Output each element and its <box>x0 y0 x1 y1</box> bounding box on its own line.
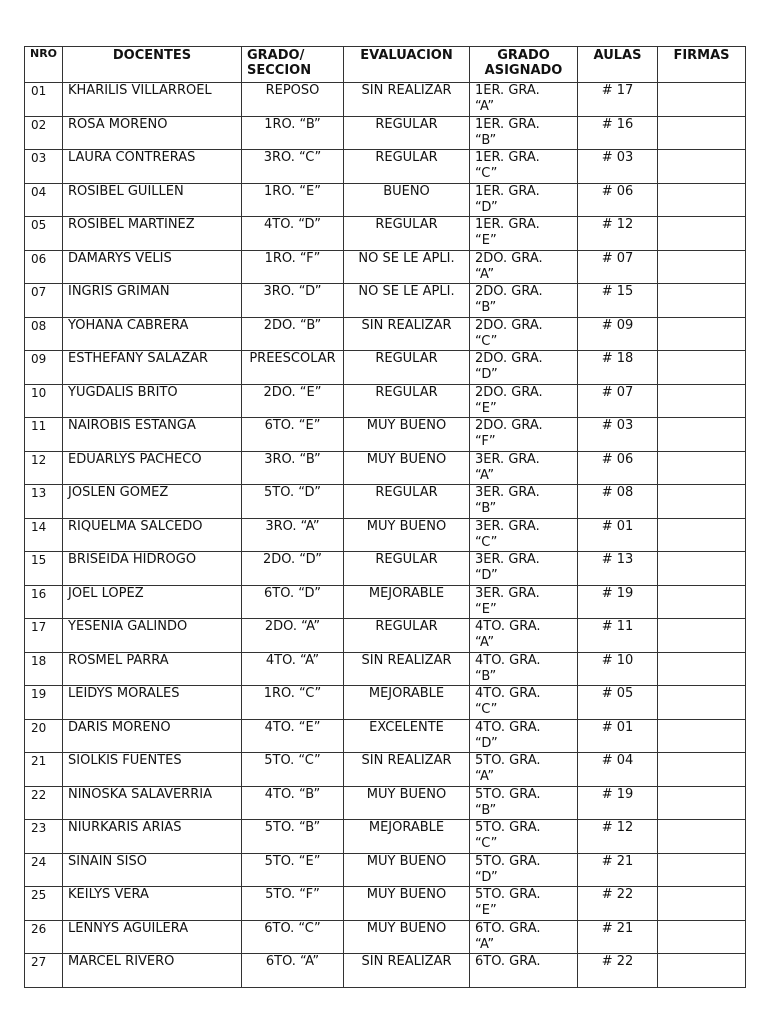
table-row <box>25 920 746 954</box>
cell-firma <box>658 317 746 351</box>
cell-nro: 15 <box>25 552 63 586</box>
cell-nro: 01 <box>25 83 63 117</box>
grado-asignado-line-1: 1ER. GRA. <box>475 217 540 232</box>
cell-evaluacion: NO SE LE APLI. <box>344 250 470 284</box>
cell-aula: # 21 <box>578 920 658 954</box>
grado-asignado-line-1: 5TO. GRA. <box>475 753 541 768</box>
grado-asignado-line-1: 1ER. GRA. <box>475 83 540 98</box>
cell-aula: # 13 <box>578 552 658 586</box>
cell-nro: 09 <box>25 351 63 385</box>
cell-evaluacion: MEJORABLE <box>344 585 470 619</box>
header-grado-seccion: GRADO/ SECCION <box>242 47 344 83</box>
cell-grado-asignado <box>470 451 578 485</box>
grado-asignado-line-2: “D” <box>475 367 498 382</box>
cell-nro: 02 <box>25 116 63 150</box>
grado-asignado-line-1: 6TO. GRA. <box>475 954 541 969</box>
cell-firma <box>658 284 746 318</box>
grado-asignado-line-2: “B” <box>475 802 497 818</box>
cell-grado-asignado <box>470 619 578 653</box>
table-body <box>25 83 746 988</box>
cell-firma <box>658 786 746 820</box>
table-row <box>25 351 746 385</box>
cell-grado-seccion: 6TO. “C” <box>242 920 344 954</box>
cell-evaluacion: SIN REALIZAR <box>344 317 470 351</box>
cell-grado-asignado <box>470 418 578 452</box>
cell-firma <box>658 384 746 418</box>
cell-docente: YOHANA CABRERA <box>63 317 242 351</box>
cell-firma <box>658 753 746 787</box>
cell-nro: 08 <box>25 317 63 351</box>
table-row <box>25 686 746 720</box>
grado-asignado-line-2: “A” <box>475 99 495 114</box>
cell-evaluacion: MUY BUENO <box>344 853 470 887</box>
table-row <box>25 518 746 552</box>
table-row <box>25 183 746 217</box>
cell-docente: JOEL LOPEZ <box>63 585 242 619</box>
cell-nro: 11 <box>25 418 63 452</box>
cell-aula: # 11 <box>578 619 658 653</box>
cell-docente: LEIDYS MORALES <box>63 686 242 720</box>
cell-aula: # 18 <box>578 351 658 385</box>
cell-evaluacion: EXCELENTE <box>344 719 470 753</box>
grado-asignado-line-2: “B” <box>475 300 497 315</box>
cell-firma <box>658 686 746 720</box>
table-row <box>25 485 746 519</box>
cell-grado-asignado <box>470 384 578 418</box>
cell-docente: ROSMEL PARRA <box>63 652 242 686</box>
grado-asignado-line-2: “A” <box>475 936 495 952</box>
cell-aula: # 21 <box>578 853 658 887</box>
cell-docente: YUGDALIS BRITO <box>63 384 242 418</box>
cell-grado-asignado <box>470 552 578 586</box>
grado-asignado-line-1: 5TO. GRA. <box>475 853 541 869</box>
grado-asignado-line-1: 4TO. GRA. <box>475 652 541 668</box>
cell-firma <box>658 485 746 519</box>
table-row <box>25 786 746 820</box>
cell-grado-asignado <box>470 250 578 284</box>
cell-docente: ROSIBEL GUILLEN <box>63 183 242 217</box>
cell-evaluacion: MUY BUENO <box>344 920 470 954</box>
grado-asignado-line-2: “E” <box>475 601 497 617</box>
cell-nro: 14 <box>25 518 63 552</box>
cell-evaluacion: MEJORABLE <box>344 820 470 854</box>
cell-grado-asignado <box>470 317 578 351</box>
cell-nro: 20 <box>25 719 63 753</box>
cell-nro: 04 <box>25 183 63 217</box>
cell-docente: ROSIBEL MARTINEZ <box>63 217 242 251</box>
grado-asignado-line-2: “C” <box>475 166 498 181</box>
cell-firma <box>658 250 746 284</box>
cell-aula: # 17 <box>578 83 658 117</box>
grado-asignado-line-1: 3ER. GRA. <box>475 518 540 534</box>
cell-grado-asignado <box>470 920 578 954</box>
cell-nro: 06 <box>25 250 63 284</box>
table-row <box>25 652 746 686</box>
cell-nro: 10 <box>25 384 63 418</box>
grado-asignado-line-1: 2DO. GRA. <box>475 418 543 433</box>
cell-aula: # 09 <box>578 317 658 351</box>
header-nro: NRO <box>25 47 63 83</box>
cell-nro: 12 <box>25 451 63 485</box>
grado-asignado-line-1: 4TO. GRA. <box>475 619 541 634</box>
cell-grado-asignado <box>470 150 578 184</box>
cell-aula: # 03 <box>578 150 658 184</box>
table-row <box>25 753 746 787</box>
cell-docente: SIOLKIS FUENTES <box>63 753 242 787</box>
cell-docente: KHARILIS VILLARROEL <box>63 83 242 117</box>
grado-asignado-line-1: 2DO. GRA. <box>475 284 543 299</box>
header-grado-asignado: GRADO ASIGNADO <box>470 47 578 83</box>
cell-aula: # 05 <box>578 686 658 720</box>
cell-grado-asignado <box>470 887 578 921</box>
cell-nro: 18 <box>25 652 63 686</box>
cell-firma <box>658 552 746 586</box>
grado-asignado-line-2: “C” <box>475 836 498 851</box>
cell-evaluacion: REGULAR <box>344 384 470 418</box>
cell-grado-seccion: 2DO. “A” <box>242 619 344 653</box>
cell-grado-seccion: 5TO. “D” <box>242 485 344 519</box>
cell-grado-seccion: 6TO. “D” <box>242 585 344 619</box>
cell-nro: 16 <box>25 585 63 619</box>
grado-asignado-line-1: 5TO. GRA. <box>475 887 541 902</box>
cell-grado-seccion: 2DO. “D” <box>242 552 344 586</box>
cell-docente: ROSA MORENO <box>63 116 242 150</box>
cell-evaluacion: MUY BUENO <box>344 887 470 921</box>
grado-asignado-line-2: “A” <box>475 635 495 650</box>
cell-firma <box>658 183 746 217</box>
table-row <box>25 820 746 854</box>
cell-grado-seccion: 5TO. “C” <box>242 753 344 787</box>
table-row <box>25 719 746 753</box>
grado-asignado-line-1: 2DO. GRA. <box>475 351 543 366</box>
cell-grado-asignado <box>470 652 578 686</box>
grado-asignado-line-1: 1ER. GRA. <box>475 116 540 132</box>
cell-grado-seccion: 4TO. “E” <box>242 719 344 753</box>
cell-evaluacion: REGULAR <box>344 351 470 385</box>
grado-asignado-line-1: 3ER. GRA. <box>475 451 540 467</box>
cell-aula: # 22 <box>578 954 658 988</box>
cell-nro: 17 <box>25 619 63 653</box>
cell-aula: # 06 <box>578 183 658 217</box>
cell-nro: 13 <box>25 485 63 519</box>
cell-nro: 21 <box>25 753 63 787</box>
cell-evaluacion: MUY BUENO <box>344 518 470 552</box>
cell-grado-seccion: 5TO. “F” <box>242 887 344 921</box>
cell-aula: # 16 <box>578 116 658 150</box>
cell-nro: 19 <box>25 686 63 720</box>
grado-asignado-line-2: “B” <box>475 501 497 516</box>
cell-evaluacion: REGULAR <box>344 150 470 184</box>
cell-docente: NIURKARIS ARIAS <box>63 820 242 854</box>
cell-docente: EDUARLYS PACHECO <box>63 451 242 485</box>
cell-grado-seccion: 2DO. “B” <box>242 317 344 351</box>
cell-evaluacion: SIN REALIZAR <box>344 83 470 117</box>
cell-grado-asignado <box>470 719 578 753</box>
grado-asignado-line-1: 3ER. GRA. <box>475 585 540 601</box>
table-row <box>25 384 746 418</box>
cell-evaluacion: REGULAR <box>344 619 470 653</box>
table-row <box>25 217 746 251</box>
teacher-assignment-sheet <box>24 46 746 988</box>
table-row <box>25 284 746 318</box>
cell-evaluacion: MUY BUENO <box>344 418 470 452</box>
cell-grado-seccion: 3RO. “C” <box>242 150 344 184</box>
grado-asignado-line-1: 3ER. GRA. <box>475 552 540 567</box>
cell-grado-seccion: 3RO. “A” <box>242 518 344 552</box>
cell-docente: LAURA CONTRERAS <box>63 150 242 184</box>
table-row <box>25 619 746 653</box>
cell-docente: BRISEIDA HIDROGO <box>63 552 242 586</box>
grado-asignado-line-2: “D” <box>475 869 498 885</box>
cell-grado-seccion: PREESCOLAR <box>242 351 344 385</box>
cell-grado-asignado <box>470 686 578 720</box>
cell-aula: # 12 <box>578 820 658 854</box>
cell-nro: 07 <box>25 284 63 318</box>
cell-firma <box>658 619 746 653</box>
cell-nro: 25 <box>25 887 63 921</box>
cell-docente: NAIROBIS ESTANGA <box>63 418 242 452</box>
cell-grado-seccion: 1RO. “C” <box>242 686 344 720</box>
table-row <box>25 317 746 351</box>
cell-docente: MARCEL RIVERO <box>63 954 242 988</box>
grado-asignado-line-2: “E” <box>475 903 497 918</box>
teacher-assignment-table <box>24 46 746 988</box>
cell-grado-seccion: 4TO. “D” <box>242 217 344 251</box>
cell-docente: JOSLEN GOMEZ <box>63 485 242 519</box>
cell-firma <box>658 451 746 485</box>
cell-firma <box>658 652 746 686</box>
grado-asignado-line-1: 5TO. GRA. <box>475 786 541 802</box>
cell-aula: # 07 <box>578 384 658 418</box>
table-header <box>25 47 746 83</box>
cell-aula: # 19 <box>578 786 658 820</box>
cell-grado-asignado <box>470 518 578 552</box>
cell-evaluacion: MUY BUENO <box>344 451 470 485</box>
cell-evaluacion: MUY BUENO <box>344 786 470 820</box>
table-row <box>25 887 746 921</box>
cell-firma <box>658 920 746 954</box>
cell-firma <box>658 954 746 988</box>
cell-aula: # 22 <box>578 887 658 921</box>
cell-aula: # 01 <box>578 518 658 552</box>
cell-aula: # 03 <box>578 418 658 452</box>
grado-asignado-line-2: “B” <box>475 668 497 684</box>
grado-asignado-line-1: 4TO. GRA. <box>475 686 541 701</box>
grado-asignado-line-2: “C” <box>475 333 498 349</box>
grado-asignado-line-1: 4TO. GRA. <box>475 719 541 735</box>
table-row <box>25 83 746 117</box>
cell-nro: 26 <box>25 920 63 954</box>
cell-docente: YESENIA GALINDO <box>63 619 242 653</box>
grado-asignado-line-2: “A” <box>475 467 495 483</box>
grado-asignado-line-1: 2DO. GRA. <box>475 317 543 333</box>
cell-nro: 24 <box>25 853 63 887</box>
grado-asignado-line-2: “A” <box>475 266 495 282</box>
table-row <box>25 116 746 150</box>
grado-asignado-line-1: 3ER. GRA. <box>475 485 540 500</box>
cell-evaluacion: REGULAR <box>344 217 470 251</box>
cell-aula: # 06 <box>578 451 658 485</box>
header-row <box>25 47 746 83</box>
grado-asignado-line-1: 2DO. GRA. <box>475 384 543 400</box>
cell-nro: 03 <box>25 150 63 184</box>
cell-grado-seccion: 5TO. “E” <box>242 853 344 887</box>
cell-grado-asignado <box>470 83 578 117</box>
cell-grado-seccion: 1RO. “B” <box>242 116 344 150</box>
grado-asignado-line-2: “C” <box>475 534 498 550</box>
cell-grado-seccion: 1RO. “E” <box>242 183 344 217</box>
cell-aula: # 08 <box>578 485 658 519</box>
cell-firma <box>658 853 746 887</box>
cell-grado-asignado <box>470 753 578 787</box>
grado-asignado-line-2: “D” <box>475 568 498 583</box>
cell-grado-asignado <box>470 786 578 820</box>
cell-grado-asignado <box>470 217 578 251</box>
cell-grado-seccion: 3RO. “D” <box>242 284 344 318</box>
cell-evaluacion: SIN REALIZAR <box>344 753 470 787</box>
cell-grado-asignado <box>470 351 578 385</box>
grado-asignado-line-2: “E” <box>475 233 497 248</box>
cell-firma <box>658 820 746 854</box>
table-row <box>25 552 746 586</box>
cell-firma <box>658 585 746 619</box>
cell-grado-seccion: 4TO. “B” <box>242 786 344 820</box>
cell-docente: NINOSKA SALAVERRIA <box>63 786 242 820</box>
cell-docente: ESTHEFANY SALAZAR <box>63 351 242 385</box>
cell-aula: # 19 <box>578 585 658 619</box>
cell-grado-seccion: 5TO. “B” <box>242 820 344 854</box>
grado-asignado-line-2: “F” <box>475 434 496 449</box>
cell-docente: INGRIS GRIMAN <box>63 284 242 318</box>
cell-evaluacion: MEJORABLE <box>344 686 470 720</box>
grado-asignado-line-1: 1ER. GRA. <box>475 150 540 165</box>
cell-evaluacion: SIN REALIZAR <box>344 954 470 988</box>
table-row <box>25 853 746 887</box>
grado-asignado-line-1: 1ER. GRA. <box>475 183 540 199</box>
grado-asignado-line-2: “C” <box>475 702 498 717</box>
cell-evaluacion: REGULAR <box>344 485 470 519</box>
cell-firma <box>658 518 746 552</box>
cell-nro: 22 <box>25 786 63 820</box>
grado-asignado-line-2: “D” <box>475 735 498 751</box>
table-row <box>25 418 746 452</box>
grado-asignado-line-2: “D” <box>475 199 498 215</box>
cell-grado-seccion: REPOSO <box>242 83 344 117</box>
cell-firma <box>658 150 746 184</box>
cell-grado-seccion: 6TO. “E” <box>242 418 344 452</box>
header-aulas: AULAS <box>578 47 658 83</box>
cell-grado-asignado <box>470 954 578 988</box>
cell-aula: # 01 <box>578 719 658 753</box>
cell-firma <box>658 719 746 753</box>
grado-asignado-line-1: 6TO. GRA. <box>475 920 541 936</box>
grado-asignado-line-2: “A” <box>475 769 495 784</box>
header-evaluacion: EVALUACION <box>344 47 470 83</box>
cell-docente: DAMARYS VELIS <box>63 250 242 284</box>
cell-grado-seccion: 3RO. “B” <box>242 451 344 485</box>
cell-aula: # 04 <box>578 753 658 787</box>
cell-evaluacion: BUENO <box>344 183 470 217</box>
cell-firma <box>658 217 746 251</box>
cell-grado-asignado <box>470 284 578 318</box>
table-row <box>25 451 746 485</box>
table-row <box>25 954 746 988</box>
cell-docente: SINAIN SISO <box>63 853 242 887</box>
cell-firma <box>658 116 746 150</box>
cell-grado-asignado <box>470 485 578 519</box>
cell-nro: 27 <box>25 954 63 988</box>
cell-grado-seccion: 4TO. “A” <box>242 652 344 686</box>
cell-grado-asignado <box>470 183 578 217</box>
cell-grado-seccion: 6TO. “A” <box>242 954 344 988</box>
table-row <box>25 250 746 284</box>
cell-grado-asignado <box>470 820 578 854</box>
grado-asignado-line-2: “B” <box>475 132 497 148</box>
header-firmas: FIRMAS <box>658 47 746 83</box>
cell-firma <box>658 351 746 385</box>
header-docentes: DOCENTES <box>63 47 242 83</box>
table-row <box>25 150 746 184</box>
cell-grado-seccion: 2DO. “E” <box>242 384 344 418</box>
cell-nro: 23 <box>25 820 63 854</box>
cell-firma <box>658 83 746 117</box>
cell-grado-asignado <box>470 585 578 619</box>
grado-asignado-line-1: 5TO. GRA. <box>475 820 541 835</box>
cell-docente: LENNYS AGUILERA <box>63 920 242 954</box>
cell-docente: DARIS MORENO <box>63 719 242 753</box>
cell-evaluacion: REGULAR <box>344 552 470 586</box>
cell-grado-asignado <box>470 853 578 887</box>
cell-firma <box>658 887 746 921</box>
cell-docente: KEILYS VERA <box>63 887 242 921</box>
cell-firma <box>658 418 746 452</box>
cell-aula: # 10 <box>578 652 658 686</box>
cell-grado-seccion: 1RO. “F” <box>242 250 344 284</box>
cell-aula: # 12 <box>578 217 658 251</box>
grado-asignado-line-2: “E” <box>475 400 497 416</box>
cell-aula: # 15 <box>578 284 658 318</box>
cell-nro: 05 <box>25 217 63 251</box>
grado-asignado-line-1: 2DO. GRA. <box>475 250 543 266</box>
cell-evaluacion: NO SE LE APLI. <box>344 284 470 318</box>
cell-aula: # 07 <box>578 250 658 284</box>
cell-grado-asignado <box>470 116 578 150</box>
cell-evaluacion: SIN REALIZAR <box>344 652 470 686</box>
table-row <box>25 585 746 619</box>
cell-docente: RIQUELMA SALCEDO <box>63 518 242 552</box>
cell-evaluacion: REGULAR <box>344 116 470 150</box>
